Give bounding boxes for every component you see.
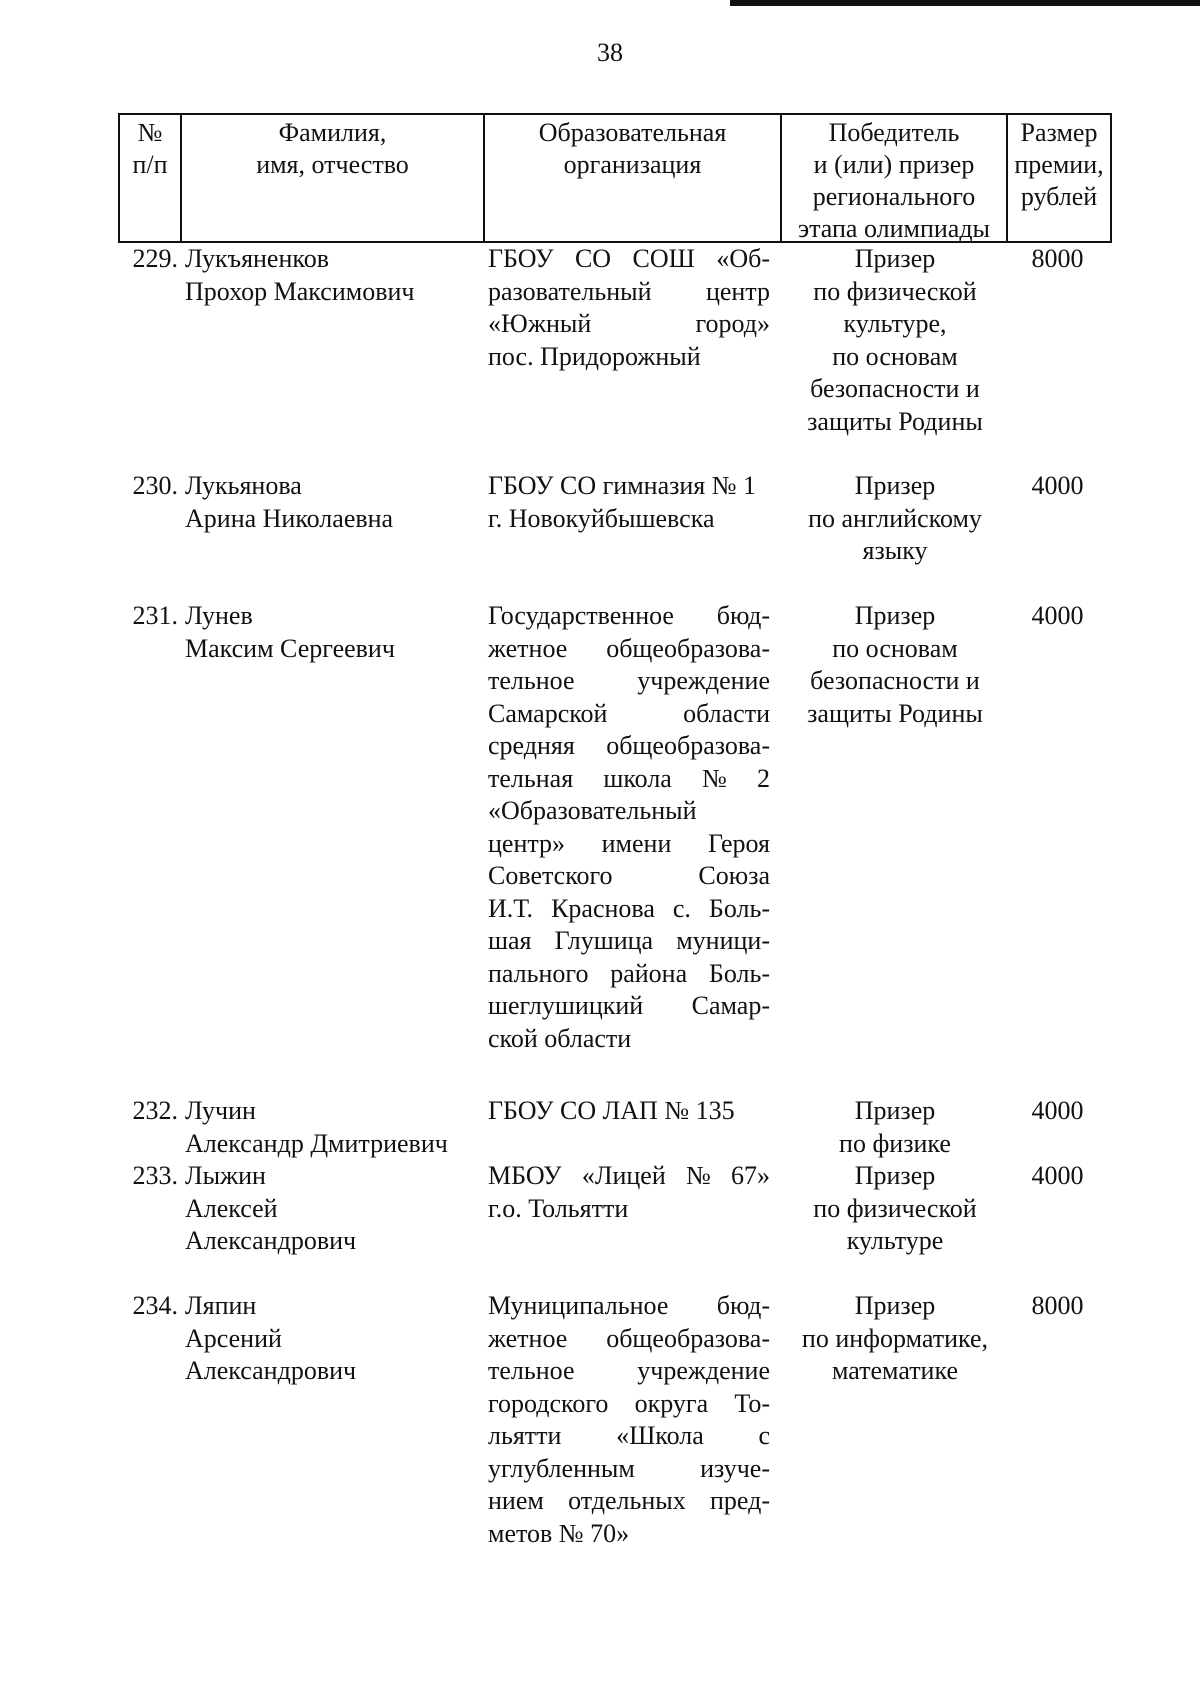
organization-word: имени bbox=[601, 828, 672, 858]
header-status-line: регионального bbox=[812, 182, 976, 211]
organization-word: нием bbox=[488, 1486, 544, 1515]
organization-line bbox=[488, 276, 770, 309]
header-num bbox=[120, 115, 182, 241]
organization-line: ГБОУ СО ЛАП № 135 bbox=[488, 1096, 735, 1125]
organization-word: Глушица bbox=[554, 926, 654, 955]
organization-word: ГБОУ bbox=[488, 244, 554, 273]
organization-word: шеглушицкий bbox=[488, 991, 644, 1020]
organization-line bbox=[488, 1420, 770, 1453]
row-number: 229. bbox=[132, 244, 178, 273]
organization-line: метов № 70» bbox=[488, 1518, 630, 1548]
organization-word: средняя bbox=[488, 731, 575, 760]
organization bbox=[488, 1095, 770, 1128]
prize-amount: 4000 bbox=[1031, 1096, 1084, 1125]
organization-word: Государственное bbox=[488, 601, 674, 630]
organization-line bbox=[488, 1323, 770, 1356]
organization-word: общеобразова- bbox=[606, 1323, 770, 1353]
olympiad-status-line: по физике bbox=[839, 1128, 951, 1158]
olympiad-status-line: по информатике, bbox=[801, 1323, 989, 1353]
olympiad-status-line: по английскому bbox=[808, 503, 982, 533]
organization-word: общеобразова- bbox=[606, 633, 770, 663]
organization-word: шая bbox=[488, 926, 532, 955]
header-status-line: и (или) призер bbox=[813, 150, 975, 179]
olympiad-status-line: языку bbox=[862, 536, 928, 565]
organization-line bbox=[488, 308, 770, 341]
organization-line bbox=[488, 243, 770, 276]
organization-word: жетное bbox=[488, 1323, 568, 1353]
student-name-line: Алексей bbox=[185, 1193, 278, 1223]
organization-line bbox=[488, 698, 770, 731]
organization-word: пред- bbox=[710, 1486, 770, 1515]
organization-word: И.Т. bbox=[488, 893, 534, 923]
olympiad-status-line: Призер bbox=[854, 471, 936, 500]
student-name-line: Александр Дмитриевич bbox=[185, 1128, 448, 1158]
prize-amount: 4000 bbox=[1031, 601, 1084, 630]
organization-word: района bbox=[610, 958, 688, 988]
olympiad-status-line: по основам bbox=[832, 633, 958, 663]
student-name-line: Лунев bbox=[185, 601, 253, 630]
organization-word: Самар- bbox=[691, 991, 770, 1020]
student-name-line: Максим Сергеевич bbox=[185, 633, 395, 663]
olympiad-status-line: Призер bbox=[854, 1291, 936, 1320]
organization-line bbox=[488, 1355, 770, 1388]
organization-word: общеобразова- bbox=[606, 731, 770, 760]
student-name-line: Александрович bbox=[185, 1226, 357, 1255]
student-name-line: Арина Николаевна bbox=[185, 503, 394, 533]
olympiad-status-line: по физической bbox=[813, 276, 977, 306]
student-name bbox=[185, 600, 485, 665]
organization-word: бюд- bbox=[716, 1291, 770, 1320]
student-name bbox=[185, 1095, 485, 1160]
organization bbox=[488, 1290, 770, 1550]
header-name-line: имя, отчество bbox=[256, 150, 409, 179]
organization-word: бюд- bbox=[716, 601, 770, 630]
header-status-line: этапа олимпиады bbox=[797, 214, 991, 243]
header-org bbox=[485, 115, 782, 241]
organization-line bbox=[488, 763, 770, 796]
student-name bbox=[185, 470, 485, 535]
organization-word: льятти bbox=[488, 1421, 562, 1450]
olympiad-status-line: Призер bbox=[854, 1096, 936, 1125]
organization-word: с. bbox=[672, 893, 691, 923]
organization-word: муници- bbox=[676, 926, 770, 955]
olympiad-status bbox=[780, 470, 1010, 568]
organization-line bbox=[488, 1453, 770, 1486]
organization-word: тельная bbox=[488, 763, 574, 793]
student-name-line: Лукьянова bbox=[185, 471, 302, 500]
organization-word: углубленным bbox=[488, 1453, 635, 1483]
olympiad-status bbox=[780, 243, 1010, 438]
olympiad-status-line: защиты Родины bbox=[807, 698, 983, 728]
student-name bbox=[185, 243, 485, 308]
prize-amount: 4000 bbox=[1031, 1161, 1084, 1190]
organization-word: центр» bbox=[488, 828, 566, 858]
header-prize bbox=[1008, 115, 1110, 241]
prize-amount: 4000 bbox=[1031, 471, 1084, 500]
header-num-line: № bbox=[137, 118, 163, 147]
organization-line bbox=[488, 893, 770, 926]
organization-line bbox=[488, 1160, 770, 1193]
organization-word: город» bbox=[695, 309, 770, 338]
olympiad-status-line: безопасности и bbox=[810, 374, 980, 403]
header-org-line: Образовательная bbox=[538, 118, 727, 147]
student-name-line: Ляпин bbox=[185, 1291, 257, 1320]
organization-line bbox=[488, 1485, 770, 1518]
header-org-line: организация bbox=[563, 150, 702, 179]
student-name-line: Лукъяненков bbox=[185, 244, 329, 273]
organization-line bbox=[488, 1388, 770, 1421]
student-name-line: Лыжин bbox=[185, 1161, 266, 1190]
row-number: 233. bbox=[132, 1161, 178, 1190]
student-name-line: Прохор Максимович bbox=[185, 276, 415, 306]
student-name-line: Арсений bbox=[185, 1323, 282, 1353]
organization-word: городского bbox=[488, 1388, 609, 1418]
olympiad-status-line: культуре bbox=[846, 1226, 944, 1255]
olympiad-status bbox=[780, 600, 1010, 730]
organization-word: с bbox=[758, 1421, 770, 1450]
olympiad-status-line: Призер bbox=[854, 1161, 936, 1190]
olympiad-status bbox=[780, 1290, 1010, 1388]
header-status bbox=[782, 115, 1008, 241]
olympiad-status bbox=[780, 1095, 1010, 1160]
student-name bbox=[185, 1160, 485, 1258]
organization-line bbox=[488, 1290, 770, 1323]
organization-word: области bbox=[683, 698, 770, 728]
organization-line bbox=[488, 990, 770, 1023]
student-name bbox=[185, 1290, 485, 1388]
organization-line bbox=[488, 633, 770, 666]
organization-word: МБОУ bbox=[488, 1161, 562, 1190]
organization-line: «Образовательный bbox=[488, 796, 697, 825]
organization-word: учреждение bbox=[637, 666, 770, 695]
olympiad-status-line: защиты Родины bbox=[807, 406, 983, 436]
header-num-line: п/п bbox=[132, 150, 168, 179]
olympiad-status-line: безопасности и bbox=[810, 666, 980, 695]
organization-word: СО bbox=[574, 244, 612, 273]
header-prize-line: рублей bbox=[1020, 182, 1098, 211]
row-number: 231. bbox=[132, 601, 178, 630]
organization-word: учреждение bbox=[637, 1356, 770, 1385]
organization-line: ской области bbox=[488, 1023, 632, 1053]
header-name-line: Фамилия, bbox=[278, 118, 387, 147]
organization-word: Боль- bbox=[708, 893, 770, 923]
table-header bbox=[118, 113, 1112, 243]
row-number: 232. bbox=[132, 1096, 178, 1125]
organization-word: То- bbox=[734, 1388, 770, 1418]
page-number: 38 bbox=[597, 38, 623, 67]
organization-word: Советского bbox=[488, 861, 613, 890]
organization-line: пос. Придорожный bbox=[488, 341, 701, 371]
organization-word: Героя bbox=[707, 828, 770, 858]
organization bbox=[488, 243, 770, 373]
organization-line bbox=[488, 925, 770, 958]
organization-line bbox=[488, 730, 770, 763]
organization-word: школа bbox=[603, 763, 672, 793]
olympiad-status-line: Призер bbox=[854, 601, 936, 630]
organization-word: «Об- bbox=[716, 244, 770, 273]
organization-word: Муниципальное bbox=[488, 1291, 669, 1320]
organization bbox=[488, 600, 770, 1055]
organization-word: пального bbox=[488, 958, 589, 988]
row-number: 234. bbox=[132, 1291, 178, 1320]
organization-word: разовательный bbox=[488, 276, 652, 306]
prize-amount: 8000 bbox=[1031, 244, 1084, 273]
organization-word: тельное bbox=[488, 1356, 575, 1385]
organization-word: 2 bbox=[757, 763, 770, 793]
organization-word: жетное bbox=[488, 633, 568, 663]
olympiad-status-line: по физической bbox=[813, 1193, 977, 1223]
organization-word: № bbox=[702, 763, 727, 793]
organization-word: 67» bbox=[731, 1161, 770, 1190]
header-name bbox=[182, 115, 485, 241]
organization-line bbox=[488, 600, 770, 633]
organization-line: г. Новокуйбышевска bbox=[488, 503, 715, 533]
olympiad-status-line: культуре, bbox=[843, 309, 947, 338]
organization-word: «Школа bbox=[616, 1421, 704, 1450]
olympiad-status bbox=[780, 1160, 1010, 1258]
student-name-line: Лучин bbox=[185, 1096, 256, 1125]
organization-word: изуче- bbox=[700, 1453, 770, 1483]
organization-word: центр bbox=[705, 276, 770, 306]
organization-line bbox=[488, 828, 770, 861]
organization-line bbox=[488, 860, 770, 893]
top-border-line bbox=[730, 0, 1200, 6]
organization-word: № bbox=[685, 1161, 711, 1190]
organization-word: Боль- bbox=[708, 958, 770, 988]
organization-word: Краснова bbox=[551, 893, 655, 923]
organization-word: Самарской bbox=[488, 698, 608, 728]
organization-word: Союза bbox=[698, 861, 770, 890]
organization-word: «Южный bbox=[488, 309, 592, 338]
organization bbox=[488, 470, 770, 535]
row-number: 230. bbox=[132, 471, 178, 500]
organization-word: СОШ bbox=[632, 244, 695, 273]
header-status-line: Победитель bbox=[828, 118, 960, 147]
organization bbox=[488, 1160, 770, 1225]
organization-line bbox=[488, 958, 770, 991]
student-name-line: Александрович bbox=[185, 1356, 357, 1385]
olympiad-status-line: математике bbox=[832, 1356, 958, 1385]
organization-line: г.о. Тольятти bbox=[488, 1193, 629, 1223]
prize-amount: 8000 bbox=[1031, 1291, 1084, 1320]
organization-line bbox=[488, 665, 770, 698]
header-prize-line: Размер bbox=[1020, 118, 1098, 147]
organization-word: округа bbox=[634, 1388, 709, 1418]
organization-word: отдельных bbox=[568, 1486, 686, 1515]
olympiad-status-line: по основам bbox=[832, 341, 958, 371]
organization-line: ГБОУ СО гимназия № 1 bbox=[488, 471, 757, 500]
organization-word: «Лицей bbox=[581, 1161, 666, 1190]
header-prize-line: премии, bbox=[1014, 150, 1104, 179]
organization-word: тельное bbox=[488, 666, 575, 695]
olympiad-status-line: Призер bbox=[854, 244, 936, 273]
